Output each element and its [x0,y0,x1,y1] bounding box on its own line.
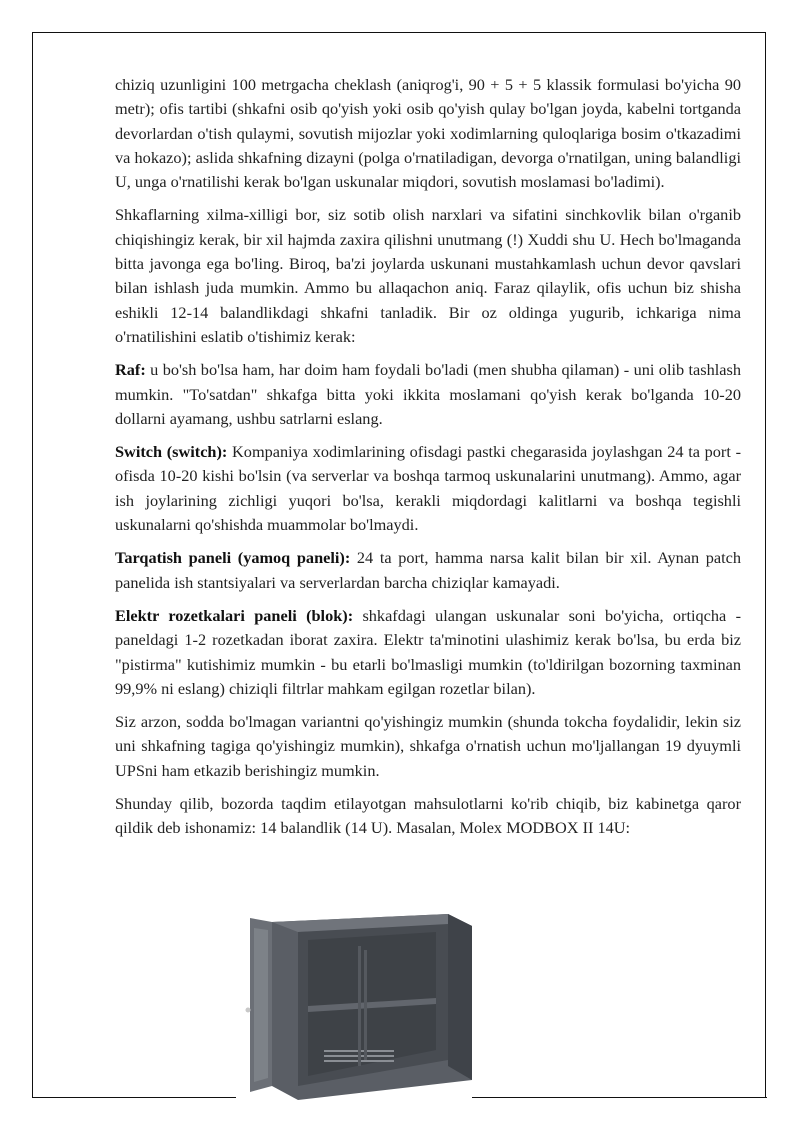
term-switch: Switch (switch): [115,442,228,462]
paragraph-raf: Raf: u bo'sh bo'lsa ham, har doim ham foydali bo'ladi (men shubha qilaman) - uni olib tashlash mumkin. "To'satdan" shkafga bitta yoki ikkita moslamani qo'yish kerak bo'lganda 10-20 dollarni ayamang, ushbu satrlarni eslang. [115,360,741,428]
frame-bottom-line-left [32,1097,236,1098]
term-raf: Raf: [115,360,146,380]
paragraph-power-strip: Elektr rozetkalari paneli (blok): shkafdagi ulangan uskunalar soni bo'yicha, ortiqcha - paneldagi 1-2 rozetkadan iborat zaxira. Elektr ta'minotini ulashimiz kerak bo'lsa, bu erda biz "pistirma" kutishimiz mumkin - bu etarli bo'lmasligi mumkin (to'ldirilgan bozorning taxminan 99,9% ni eslang) chiziqli filtrlar mahkam egilgan rozetlar bilan). [115,605,741,698]
server-cabinet-image [236,910,472,1110]
term-power-strip: Elektr rozetkalari paneli (blok): [115,605,354,625]
paragraph-switch: Switch (switch): Kompaniya xodimlarining ofisdagi pastki chegarasida joylashgan 24 ta port - ofisda 10-20 kishi bo'lsin (va serverlar va boshqa tarmoq uskunalarini unutmang). Ammo, agar ish joylarining zichligi yuqori bo'lsa, kerakli miqdordagi kalitlarni va boshqa tegishli uskunalarni qo'shishda muammolar bo'lmaydi. [115,442,742,535]
paragraph: Siz arzon, sodda bo'lmagan variantni qo'yishingiz mumkin (shunda tokcha foydalidir, lekin siz uni shkafning tagiga qo'yishingiz mumkin), shkafga o'rnatish uchun mo'ljallangan 19 dyuymli UPSni ham etkazib berishingiz mumkin. [115,712,741,780]
paragraph: chiziq uzunligini 100 metrgacha cheklash (aniqrog'i, 90 + 5 + 5 klassik formulasi bo'yicha 90 metr); ofis tartibi (shkafni osib qo'yish yoki osib qo'yish qulay bo'lgan joyda, kabelni tortganda devorlardan o'tish qulaymi, sovutish mijozlar yoki xodimlarning quloqlariga bosim o'tkazadimi va hokazo); aslida shkafning dizayni (polga o'rnatiladigan, devorga o'rnatilgan, uning balandligi U, unga o'rnatilishi kerak bo'lgan uskunalar miqdori, sovutish moslamasi bo'ladimi). [115,75,741,192]
term-patch-panel: Tarqatish paneli (yamoq paneli): [115,548,351,568]
paragraph: Shunday qilib, bozorda taqdim etilayotgan mahsulotlarni ko'rib chiqib, biz kabinetga qaror qildik deb ishonamiz: 14 balandlik (14 U). Masalan, Molex MODBOX II 14U: [115,794,741,838]
paragraph: Shkaflarning xilma-xilligi bor, siz sotib olish narxlari va sifatini sinchkovlik bilan o'rganib chiqishingiz kerak, bir xil hajmda zaxira qilishni unutmang (!) Xuddi shu U. Hech bo'lmaganda bitta javonga ega bo'ling. Biroq, ba'zi joylarda uskunani mustahkamlash uchun devor qavslari bilan ishlash juda mumkin. Ammo bu allaqachon aniq. Faraz qilaylik, ofis uchun biz shisha eshikli 12-14 balandlikdagi shkafni tanladik. Bir oz oldinga yugurib, ichkariga nima o'rnatilishini eslatib o'tishimiz kerak: [115,205,741,346]
document-body [115,73,741,850]
frame-bottom-line-right [472,1097,767,1098]
paragraph-patch-panel: Tarqatish paneli (yamoq paneli): 24 ta port, hamma narsa kalit bilan bir xil. Aynan patch panelida ish stantsiyalari va serverlardan barcha chiziqlar kamayadi. [115,548,742,592]
